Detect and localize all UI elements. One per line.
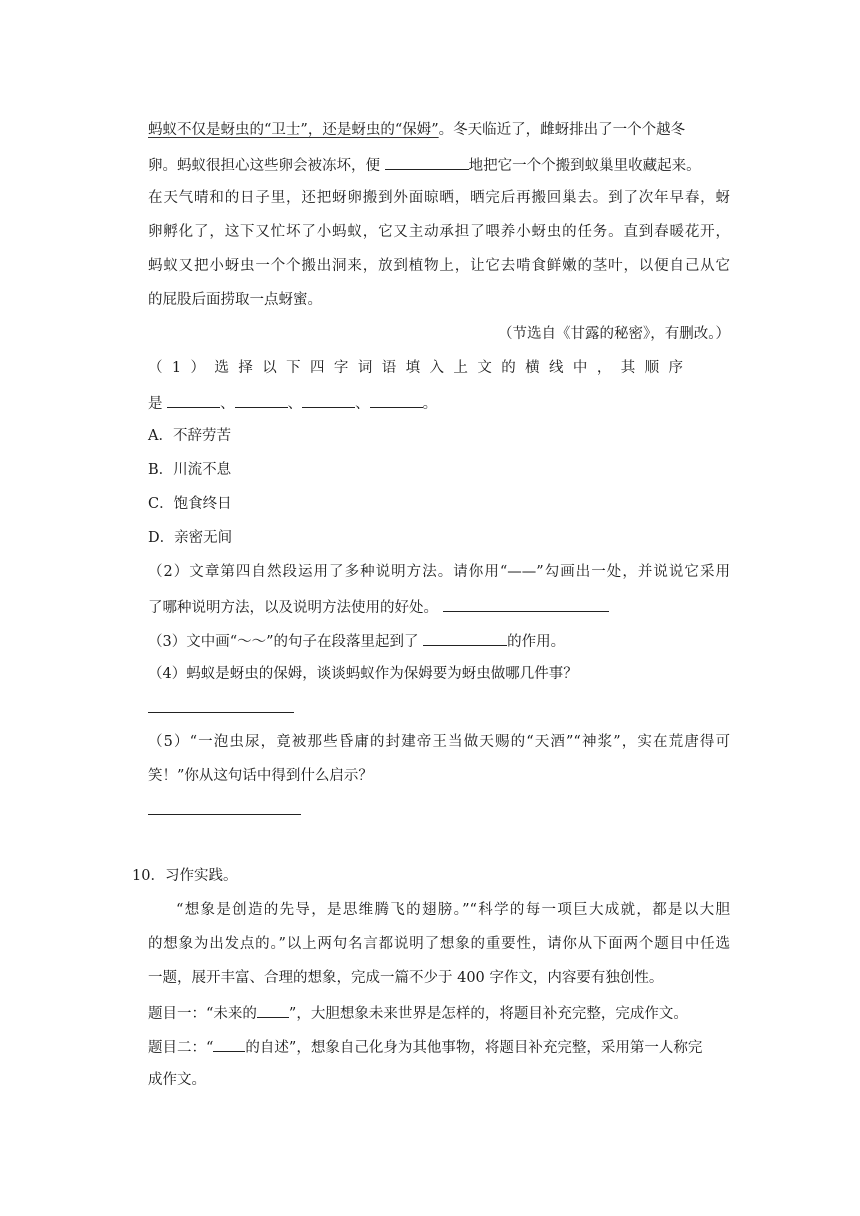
question-2-line-2: 了哪种说明方法，以及说明方法使用的好处。 — [148, 596, 730, 618]
underlined-sentence: 蚂蚁不仅是蚜虫的“卫士”，还是蚜虫的“保姆” — [148, 122, 439, 138]
answer-blank-2[interactable] — [443, 596, 609, 612]
topic-one-blank[interactable] — [257, 1002, 289, 1018]
question-2: （2）文章第四自然段运用了多种说明方法。请你用“——”勾画出一处，并说说它采用 — [148, 564, 730, 580]
fill-blank-3[interactable] — [302, 392, 355, 408]
question-1-answer: 是 、 、 、 。 — [148, 392, 730, 414]
topic-two-line-2: 成作文。 — [148, 1072, 206, 1088]
source-citation: （节选自《甘露的秘密》，有删改。） — [498, 326, 730, 342]
question-5: （5）“一泡虫尿，竟被那些昏庸的封建帝王当做天赐的“天酒”“神浆”，实在荒唐得可 — [148, 734, 730, 750]
question-10-heading: 10．习作实践。 — [132, 868, 238, 884]
question-4: （4）蚂蚁是蚜虫的保姆，谈谈蚂蚁作为保姆要为蚜虫做哪几件事？ — [148, 666, 578, 682]
passage-line-3: 在天气晴和的日子里，还把蚜卵搬到外面晾晒，晒完后再搬回巢去。到了次年早春，蚜 — [148, 190, 730, 206]
passage-line-4: 卵孵化了，这下又忙坏了小蚂蚁，它又主动承担了喂养小蚜虫的任务。直到春暖花开， — [148, 224, 730, 240]
fill-blank-2[interactable] — [235, 392, 288, 408]
option-c: C．饱食终日 — [148, 496, 232, 512]
question-3: （3）文中画“～～”的句子在段落里起到了 的作用。 — [148, 630, 730, 652]
passage-line-5: 蚂蚁又把小蚜虫一个个搬出洞来，放到植物上，让它去啃食鲜嫩的茎叶，以便自己从它 — [148, 258, 730, 274]
topic-two-blank[interactable] — [213, 1036, 245, 1052]
passage-line-2: 卵。蚂蚁很担心这些卵会被冻坏，便 地把它一个个搬到蚁巢里收藏起来。 — [148, 154, 730, 176]
option-a: A．不辞劳苦 — [148, 428, 231, 444]
option-d: D．亲密无间 — [148, 530, 233, 546]
q10-paragraph-line-1: “想象是创造的先导，是思维腾飞的翅膀。”“科学的每一项巨大成就，都是以大胆 — [176, 902, 730, 918]
answer-blank-3[interactable] — [423, 630, 507, 646]
q10-paragraph-line-2: 的想象为出发点的。”以上两句名言都说明了想象的重要性，请你从下面两个题目中任选 — [148, 936, 730, 952]
topic-two: 题目二：“ 的自述”，想象自己化身为其他事物，将题目补充完整，采用第一人称完 — [148, 1036, 730, 1058]
question-5-line-2: 笑！”你从这句话中得到什么启示？ — [148, 768, 373, 784]
fill-blank[interactable] — [385, 154, 469, 170]
fill-blank-4[interactable] — [370, 392, 423, 408]
answer-line-4[interactable] — [148, 712, 294, 713]
passage-line-6: 的屁股后面捞取一点蚜蜜。 — [148, 292, 322, 308]
fill-blank-1[interactable] — [167, 392, 220, 408]
option-b: B．川流不息 — [148, 462, 232, 478]
question-1: （1）选择以下四字词语填入上文的横线中，其顺序 — [148, 360, 693, 376]
q10-paragraph-line-3: 一题，展开丰富、合理的想象，完成一篇不少于 400 字作文，内容要有独创性。 — [148, 970, 664, 986]
passage-line-1: 蚂蚁不仅是蚜虫的“卫士”，还是蚜虫的“保姆”。冬天临近了，雌蚜排出了一个个越冬 — [148, 122, 686, 138]
answer-line-5[interactable] — [148, 814, 301, 815]
topic-one: 题目一：“未来的 ”，大胆想象未来世界是怎样的，将题目补充完整，完成作文。 — [148, 1002, 730, 1024]
